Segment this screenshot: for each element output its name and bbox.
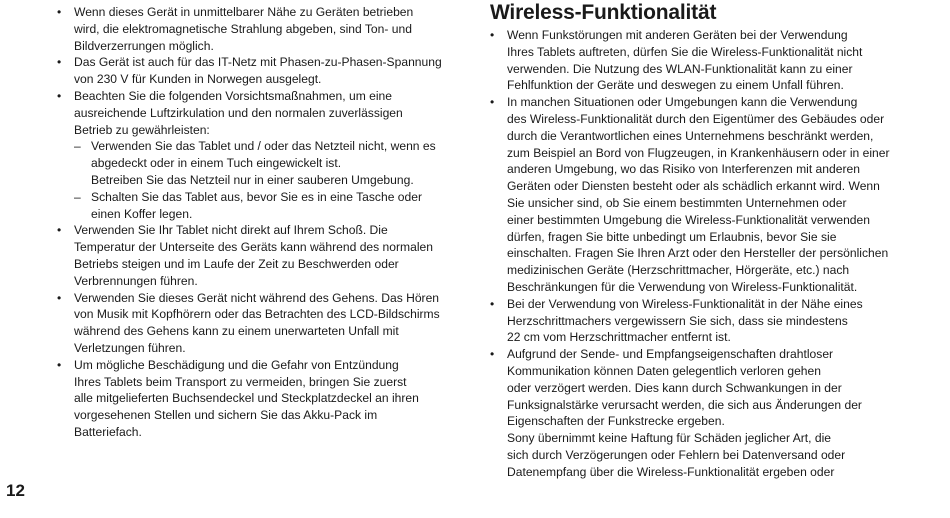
text-line: Herzschrittmachers vergewissern Sie sich, dass sie mindestens (507, 313, 848, 328)
text-line: von Musik mit Kopfhörern oder das Betrachten des LCD-Bildschirms (74, 307, 440, 322)
bullet-item (57, 222, 447, 289)
text-line: Verbrennungen führen. (74, 273, 198, 288)
text-line: Um mögliche Beschädigung und die Gefahr von Entzündung (74, 357, 399, 372)
text-line: Funksignalstärke verursacht werden, die sich aus Änderungen der (507, 397, 862, 412)
bullet-item (57, 290, 447, 357)
bullet-icon: • (57, 357, 62, 372)
text-line: Verwenden Sie das Tablet und / oder das Netzteil nicht, wenn es (91, 139, 436, 154)
text-line: Ihres Tablets beim Transport zu vermeiden, bringen Sie zuerst (74, 374, 407, 389)
right-bullet-list (490, 27, 890, 481)
text-line: In manchen Situationen oder Umgebungen kann die Verwendung (507, 95, 858, 110)
text-line: Ihres Tablets auftreten, dürfen Sie die Wireless-Funktionalität nicht (507, 44, 863, 59)
text-line: sich durch Verzögerungen oder Fehlern bei Datenversand oder (507, 447, 846, 462)
bullet-icon: • (57, 88, 62, 103)
text-line: 22 cm vom Herzschrittmacher entfernt ist. (507, 330, 731, 345)
bullet-item (57, 88, 447, 222)
bullet-icon: • (490, 28, 495, 42)
text-line: zum Beispiel an Bord von Flugzeugen, in Krankenhäusern oder in einer (507, 145, 890, 160)
left-bullet-list (57, 4, 447, 441)
dash-icon: – (74, 189, 81, 204)
bullet-icon: • (57, 223, 62, 238)
text-line: des Wireless-Funktionalität durch den Eigentümer des Gebäudes oder (507, 111, 885, 126)
text-line: Betriebs steigen und im Laufe der Zeit zu Beschwerden oder (74, 256, 399, 271)
bullet-item (57, 4, 447, 54)
text-line: Bei der Verwendung von Wireless-Funktionalität in der Nähe eines (507, 296, 863, 311)
text-line: Beschränkungen für die Verwendung von Wireless-Funktionalität. (507, 279, 858, 294)
bullet-icon: • (57, 5, 62, 19)
bullet-item (57, 357, 447, 441)
text-line: Sie unsicher sind, ob Sie einem bestimmten Unternehmen oder (507, 195, 847, 210)
left-column (57, 4, 447, 441)
text-line: verwenden. Die Nutzung des WLAN-Funktionalität kann zu einer (507, 61, 853, 76)
bullet-item (490, 296, 870, 346)
text-line: wird, die elektromagnetische Strahlung abgeben, sind Ton- und (74, 21, 412, 36)
text-line: ausreichende Luftzirkulation und den normalen zuverlässigen (74, 105, 403, 120)
text-line: Wenn Funkstörungen mit anderen Geräten bei der Verwendung (507, 28, 848, 42)
text-line: Datenempfang über die Wireless-Funktionalität ergeben oder (507, 464, 835, 479)
bullet-icon: • (57, 290, 62, 305)
text-line: einer bestimmten Umgebung die Wireless-Funktionalität verwenden (507, 212, 870, 227)
text-line: Aufgrund der Sende- und Empfangseigenschaften drahtloser (507, 347, 834, 362)
dash-icon: – (74, 139, 81, 154)
text-line: Verletzungen führen. (74, 340, 186, 355)
bullet-icon: • (490, 347, 495, 362)
page-number: 12 (6, 481, 25, 500)
text-line: Eigenschaften der Funkstrecke ergeben. (507, 414, 725, 429)
bullet-item (490, 346, 870, 480)
bullet-icon: • (490, 296, 495, 311)
bullet-icon: • (490, 95, 495, 110)
text-line: Verwenden Sie dieses Gerät nicht während des Gehens. Das Hören (74, 290, 440, 305)
text-line: anderen Umgebung, wo das Risiko von Interferenzen mit anderen (507, 162, 860, 177)
text-line: dürfen, fragen Sie bitte unbedingt um Erlaubnis, bevor Sie sie (507, 229, 837, 244)
sub-item (74, 138, 447, 188)
text-line: Geräten oder Diensten besteht oder als schädlich erkannt wird. Wenn (507, 179, 880, 194)
text-line: während des Gehens kann zu einem unerwarteten Unfall mit (74, 324, 399, 339)
text-line: von 230 V für Kunden in Norwegen ausgelegt. (74, 72, 322, 87)
text-line: Sony übernimmt keine Haftung für Schäden jeglicher Art, die (507, 431, 832, 446)
text-line: Temperatur der Unterseite des Geräts kann während des normalen (74, 240, 433, 255)
section-heading: Wireless-Funktionalität (490, 1, 717, 24)
text-line: einschalten. Fragen Sie Ihren Arzt oder den Hersteller der persönlichen (507, 246, 889, 261)
text-line: durch die Verantwortlichen eines Unternehmens beschränkt werden, (507, 128, 874, 143)
text-line: Bildverzerrungen möglich. (74, 38, 214, 53)
text-line: Verwenden Sie Ihr Tablet nicht direkt auf Ihrem Schoß. Die (74, 223, 388, 238)
text-line: vorgesehenen Stellen und sichern Sie das Akku-Pack im (74, 408, 378, 423)
bullet-icon: • (57, 55, 62, 70)
text-line: Schalten Sie das Tablet aus, bevor Sie es in eine Tasche oder (91, 189, 422, 204)
text-line: abgedeckt oder in einem Tuch eingewickelt ist. (91, 156, 342, 171)
text-line: medizinischen Geräte (Herzschrittmacher, Hörgeräte, etc.) nach (507, 263, 850, 278)
text-line: Betreiben Sie das Netzteil nur in einer sauberen Umgebung. (91, 172, 414, 187)
bullet-item (57, 54, 447, 88)
text-line: Kommunikation können Daten gelegentlich verloren gehen (507, 363, 821, 378)
bullet-item (490, 94, 890, 296)
text-line: oder verzögert werden. Dies kann durch Schwankungen in der (507, 380, 842, 395)
text-line: Wenn dieses Gerät in unmittelbarer Nähe zu Geräten betrieben (74, 5, 414, 19)
text-line: Fehlfunktion der Geräte und deswegen zu einem Unfall führen. (507, 78, 844, 93)
text-line: Das Gerät ist auch für das IT-Netz mit Phasen-zu-Phasen-Spannung (74, 55, 442, 70)
text-line: einen Koffer legen. (91, 206, 193, 221)
text-line: alle mitgelieferten Buchsendeckel und Steckplatzdeckel an ihren (74, 391, 419, 406)
text-line: Batteriefach. (74, 424, 142, 439)
text-line: Betrieb zu gewährleisten: (74, 122, 210, 137)
sub-item (74, 189, 447, 223)
right-column (490, 0, 890, 481)
sub-list (74, 138, 447, 222)
text-line: Beachten Sie die folgenden Vorsichtsmaßnahmen, um eine (74, 88, 392, 103)
bullet-item (490, 27, 870, 94)
